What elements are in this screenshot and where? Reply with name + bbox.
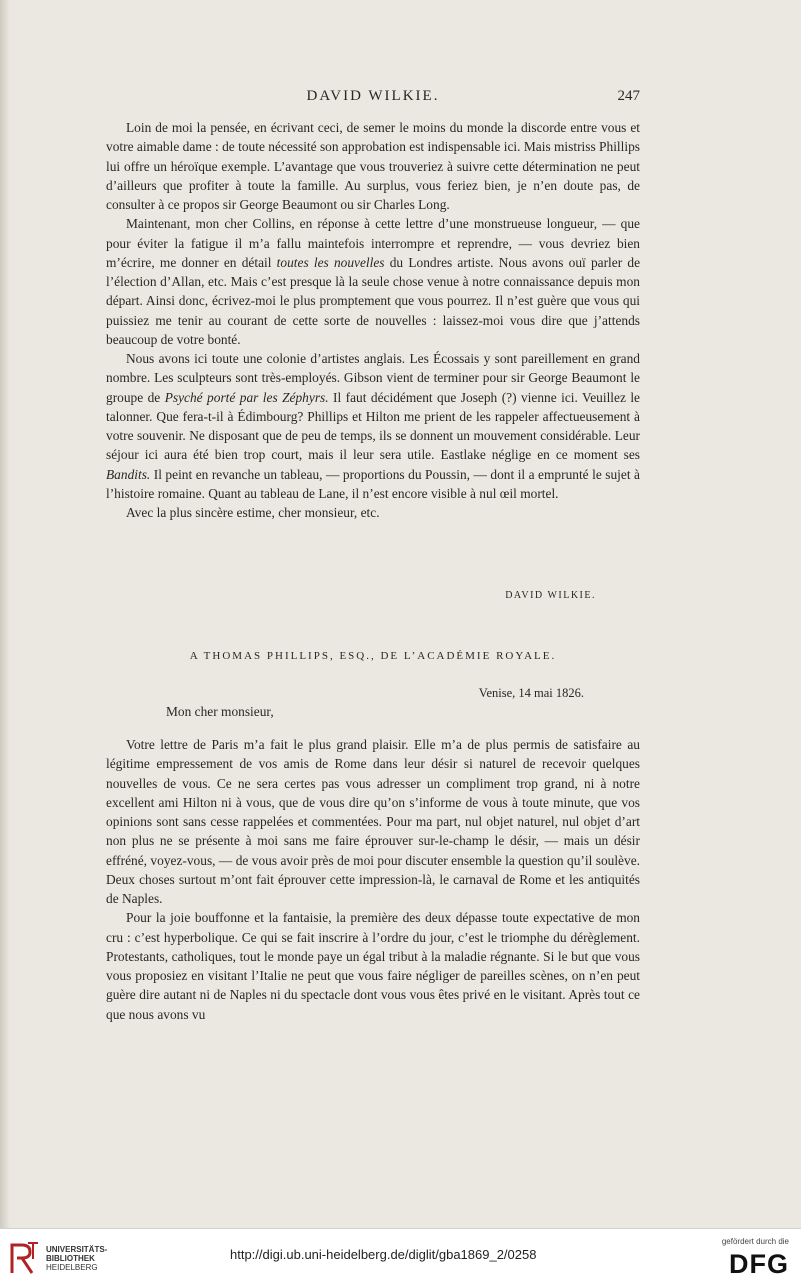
page-edge-shadow bbox=[0, 0, 10, 1228]
library-name-line-2: BIBLIOTHEK bbox=[46, 1254, 95, 1263]
page-number: 247 bbox=[617, 88, 640, 104]
paragraph-3-italic-2: Bandits. bbox=[106, 466, 151, 482]
signature: DAVID WILKIE. bbox=[505, 590, 596, 601]
paragraph-4: Avec la plus sincère estime, cher monsieur, etc. bbox=[126, 505, 380, 520]
paragraph-3-text-a: Nous avons ici toute une colonie d’artistes anglais. Les Écossais y sont pareillement en grand nombre. Les sculpteurs sont très-employés. Gibson vient de terminer pour sir George Beaumont le groupe de bbox=[106, 351, 640, 405]
paragraph-2-italic: toutes les nouvelles bbox=[276, 254, 385, 270]
dfg-logo: DFG bbox=[729, 1249, 789, 1279]
paragraph-2-text-a: Maintenant, mon cher Collins, en réponse à cette lettre d’une monstrueuse longueur, — que pour éviter la fatigue il m’a fallu maintefois interrompre et reprendre, — vous devriez bien m’écrire, me donner en détail bbox=[106, 216, 640, 270]
paragraph-2-text-b: du Londres artiste. Nous avons ouï parler de l’élection d’Allan, etc. Mais c’est presque là la seule chose venue à notre connaissance depuis mon départ. Ainsi donc, écrivez-moi le plus promptement que vous pourrez. Il n’est guère que vous qui puissiez me tenir au courant de cette sorte de nouvelles : laissez-moi vous dire que j’attends beaucoup de votre bonté. bbox=[106, 254, 641, 347]
permalink-url[interactable]: http://digi.ub.uni-heidelberg.de/diglit/gba1869_2/0258 bbox=[230, 1247, 537, 1262]
letter-continuation bbox=[106, 118, 640, 522]
running-head-title: DAVID WILKIE. bbox=[306, 88, 440, 104]
dateline: Venise, 14 mai 1826. bbox=[478, 686, 584, 700]
digital-library-footer bbox=[0, 1228, 801, 1287]
paragraph-1: Loin de moi la pensée, en écrivant ceci, de semer le moins du monde la discorde entre vous et votre aimable dame : de toute nécessité son approbation est indispensable ici. Mais mistriss Phillips lui offre un héroïque exemple. L’avantage que vous trouveriez à suivre cette détermination ne peut d’ailleurs que profiter à toute la famille. Au surplus, vous feriez bien, je n’en doute pas, de consulter à ce propos sir George Beaumont ou sir Charles Long. bbox=[106, 120, 640, 212]
paragraph-3-text-c: Il peint en revanche un tableau, — proportions du Poussin, — dont il a emprunté le sujet à l’histoire romaine. Quant au tableau de Lane, il n’est encore visible à nul œil mortel. bbox=[106, 466, 640, 501]
paragraph-2 bbox=[106, 214, 640, 349]
paragraph-3-text-b: Il faut décidément que Joseph (?) vienne ici. Veuillez le talonner. Que fera-t-il à Édimbourg? Phillips et Hilton me prient de les rappeler affectueusement à votre souvenir. Ne disposant que de peu de temps, ils se donnent un mouvement considérable. Leur séjour ici aura été bien trop court, mais il leur sera utile. Eastlake néglige en ce moment ses bbox=[106, 389, 640, 463]
library-name-line-3: HEIDELBERG bbox=[46, 1263, 98, 1272]
paragraph-3 bbox=[106, 349, 640, 503]
letter-paragraph-1: Votre lettre de Paris m’a fait le plus grand plaisir. Elle m’a de plus permis de satisfaire au légitime empressement de vos amis de Rome dans leur désir si naturel de recevoir quelques nouvelles de vous. Ce ne sera certes pas vous adresser un compliment trop grand, ni à notre excellent ami Hilton ni à vous, que de vous dire qu’on s’informe de vous à toute minute, que vos opinions sont sans cesse rappelées et commentées. Pour ma part, nul objet naturel, nul objet d’art non plus ne se présente à moi sans me faire éprouver sur-le-champ le désir, — mais un désir effréné, voyez-vous, — de vous avoir près de moi pour discuter ensemble la question qu’il soulève. Deux choses surtout m’ont fait éprouver cette impression-là, le carnaval de Rome et les antiquités de Naples. bbox=[106, 737, 640, 906]
university-library-logo-icon bbox=[8, 1239, 42, 1277]
running-head bbox=[106, 88, 640, 108]
letter-heading: A THOMAS PHILLIPS, ESQ., DE L’ACADÉMIE ROYALE. bbox=[189, 650, 557, 662]
letter-paragraph-2: Pour la joie bouffonne et la fantaisie, la première des deux dépasse toute expectative de mon cru : c’est hyperbolique. Ce qui se fait inscrire à l’ordre du jour, c’est le triomphe du dérèglement. Protestants, catholiques, tout le monde paye un égal tribut à la maladie régnante. Si le but que vous vous proposiez en visitant l’Italie ne peut que vous faire négliger de pareilles scènes, on n’en peut guère dire autant ni de Naples ni du spectacle dont vous vous êtes privé en le visitant. Après tout ce que nous avons vu bbox=[106, 910, 640, 1022]
paragraph-3-italic: Psyché porté par les Zéphyrs. bbox=[164, 389, 329, 405]
library-name bbox=[46, 1245, 107, 1272]
funding-label: gefördert durch die bbox=[721, 1237, 789, 1246]
letter-body bbox=[106, 735, 640, 1024]
library-name-line-1: UNIVERSITÄTS- bbox=[46, 1245, 108, 1254]
salutation: Mon cher monsieur, bbox=[166, 704, 274, 719]
